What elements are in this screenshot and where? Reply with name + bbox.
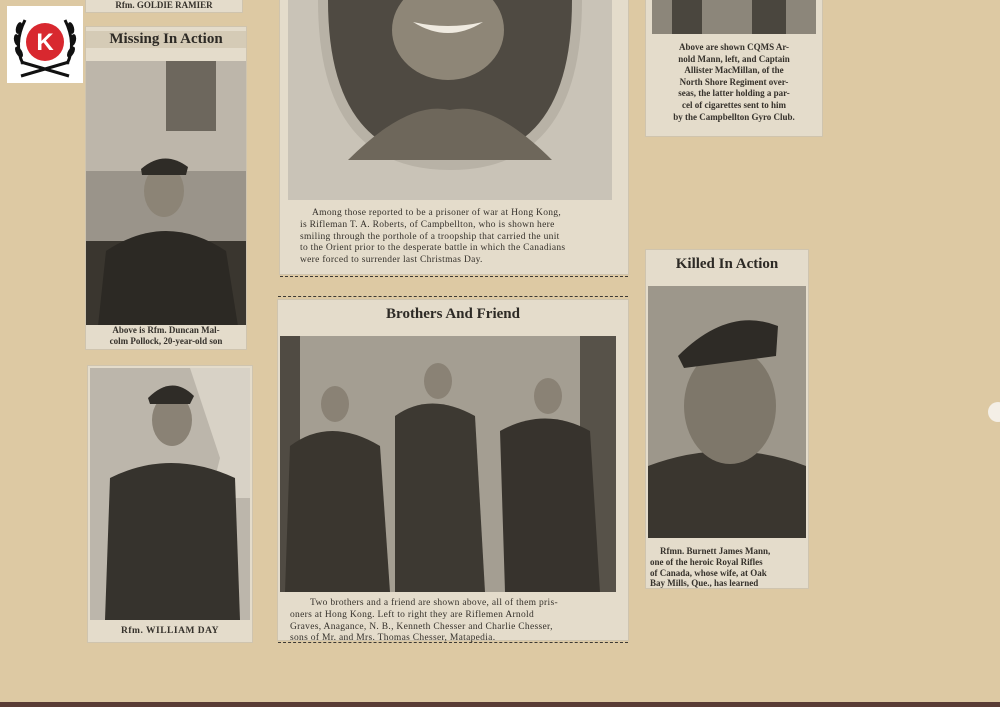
cqms-caption-line: Above are shown CQMS Ar- [679, 42, 789, 52]
missing-heading: Missing In Action [86, 31, 246, 48]
killed-heading: Killed In Action [675, 256, 779, 272]
mann-caption-line: of Canada, whose wife, at Oak [650, 567, 767, 578]
cqms-caption-line: seas, the latter holding a par- [678, 88, 790, 99]
mann-caption-line: Bay Mills, Que., has learned [650, 578, 759, 589]
pollock-photo [86, 61, 246, 345]
brothers-caption [290, 598, 620, 645]
brothers-clipping [278, 300, 628, 644]
missing-in-action-clipping [86, 27, 246, 349]
logo-letter: K [36, 29, 54, 56]
brothers-rule-bottom [278, 642, 628, 643]
roberts-caption-line: Among those reported to be a prisoner of war at Hong Kong, [312, 208, 562, 218]
killed-in-action-clipping [646, 250, 808, 588]
pollock-caption [86, 325, 246, 347]
cqms-caption [652, 42, 816, 123]
brothers-rule-top [278, 296, 628, 297]
cqms-caption-line: nold Mann, left, and Captain [678, 53, 790, 64]
william-day-caption: Rfm. WILLIAM DAY [121, 626, 219, 636]
laurel-logo-icon [7, 6, 83, 83]
brothers-caption-line: Graves, Anagance, N. B., Kenneth Chesser and Charlie Chesser, [290, 621, 553, 632]
brothers-photo [280, 336, 616, 592]
cqms-clipping [646, 0, 822, 136]
roberts-caption [300, 208, 620, 267]
cqms-caption-line: North Shore Regiment over- [679, 76, 789, 87]
logo [7, 6, 83, 83]
brothers-caption-line: oners at Hong Kong. Left to right they are Riflemen Arnold [290, 609, 535, 620]
cqms-photo [652, 0, 816, 34]
brothers-heading: Brothers And Friend [386, 306, 520, 322]
william-day-clipping [88, 366, 252, 642]
cqms-caption-line: Allister MacMillan, of the [684, 65, 784, 76]
goldie-caption: Rfm. GOLDIE RAMIER [115, 0, 213, 10]
mann-caption-line: Rfmn. Burnett James Mann, [660, 546, 771, 556]
roberts-caption-line: is Rifleman T. A. Roberts, of Campbellton, who is shown here [300, 219, 555, 230]
william-day-photo [90, 368, 250, 620]
cqms-caption-line: by the Campbellton Gyro Club. [673, 111, 795, 122]
roberts-rule [280, 276, 628, 277]
roberts-clipping [280, 0, 628, 274]
brothers-caption-line: sons of Mr. and Mrs. Thomas Chesser, Matapedia. [290, 633, 496, 644]
roberts-caption-line: were forced to surrender last Christmas Day. [300, 255, 483, 266]
punch-hole [988, 402, 1000, 422]
mann-caption-line: one of the heroic Royal Rifles [650, 556, 763, 567]
pollock-caption-line: Above is Rfm. Duncan Mal- [112, 325, 220, 335]
roberts-caption-line: to the Orient prior to the desperate battle in which the Canadians [300, 243, 566, 254]
pollock-caption-line: colm Pollock, 20-year-old son [109, 336, 223, 346]
roberts-photo [288, 0, 612, 200]
brothers-caption-line: Two brothers and a friend are shown above, all of them pris- [310, 598, 558, 608]
goldie-clipping [86, 0, 242, 12]
mann-photo [648, 286, 806, 538]
cqms-caption-line: cel of cigarettes sent to him [681, 99, 787, 110]
bottom-edge [0, 702, 1000, 707]
mann-caption [650, 546, 806, 589]
roberts-caption-line: smiling through the porthole of a troopship that carried the unit [300, 231, 560, 242]
